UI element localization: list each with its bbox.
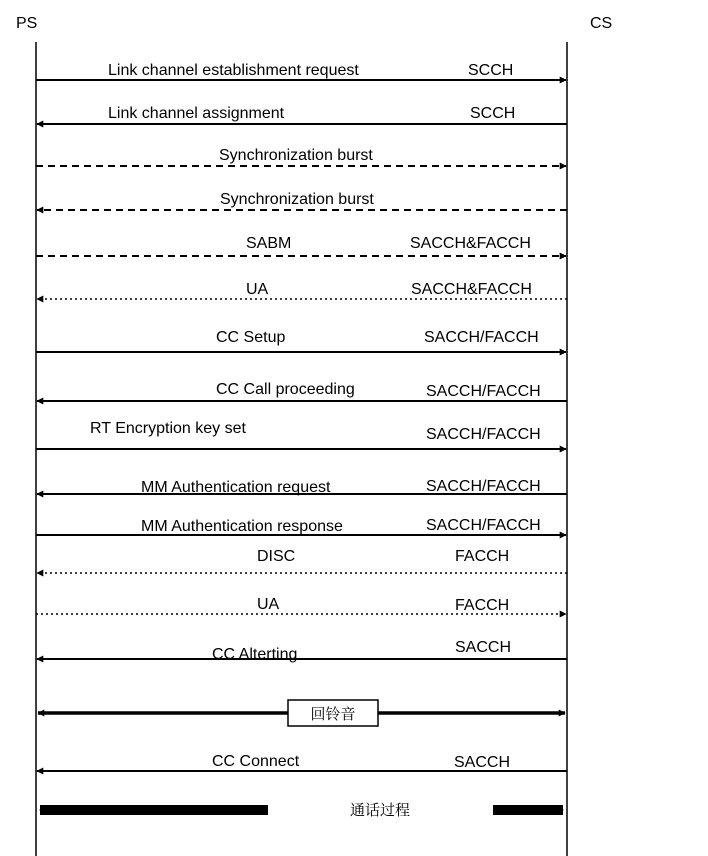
- ps-entity-label: PS: [16, 15, 38, 32]
- channel-label: SACCH/FACCH: [426, 383, 541, 400]
- channel-label: SCCH: [468, 62, 514, 79]
- message-link-channel-assignment: [37, 105, 567, 124]
- message-label: Synchronization burst: [220, 191, 374, 208]
- message-label: CC Call proceeding: [216, 381, 355, 398]
- message-mm-auth-response: [36, 517, 566, 535]
- message-label: MM Authentication request: [141, 479, 331, 496]
- message-mm-auth-request: [37, 478, 567, 496]
- call-in-progress: [40, 801, 563, 819]
- channel-label: SACCH/FACCH: [424, 329, 539, 346]
- message-cc-setup: [36, 329, 566, 352]
- channel-label: SACCH: [455, 639, 512, 656]
- message-label: RT Encryption key set: [90, 420, 246, 437]
- cs-entity-label: CS: [590, 15, 613, 32]
- channel-label: SACCH/FACCH: [426, 517, 541, 534]
- message-cc-alerting: [37, 639, 567, 663]
- message-disc: [37, 548, 567, 573]
- message-label: Synchronization burst: [219, 147, 373, 164]
- message-label: Link channel establishment request: [108, 62, 359, 79]
- message-sabm: [36, 235, 566, 256]
- message-rt-encryption-key-set: [36, 420, 566, 449]
- message-ua-1: [37, 281, 567, 299]
- channel-label: FACCH: [455, 548, 510, 565]
- message-link-channel-request: [36, 62, 566, 80]
- channel-label: FACCH: [455, 597, 510, 614]
- message-label: Link channel assignment: [108, 105, 285, 122]
- message-label: UA: [246, 281, 269, 298]
- channel-label: SACCH&FACCH: [410, 235, 531, 252]
- message-label: CC Connect: [212, 753, 300, 770]
- channel-label: SACCH/FACCH: [426, 478, 541, 495]
- message-label: UA: [257, 596, 280, 613]
- message-label: SABM: [246, 235, 292, 252]
- channel-label: SCCH: [470, 105, 516, 122]
- message-label: MM Authentication response: [141, 518, 343, 535]
- message-cc-call-proceeding: [37, 381, 567, 401]
- channel-label: SACCH/FACCH: [426, 426, 541, 443]
- message-sync-burst-up: [36, 147, 566, 166]
- ringback-tone: [38, 700, 565, 726]
- message-cc-connect: [37, 753, 567, 771]
- message-label: DISC: [257, 548, 296, 565]
- message-label: CC Alterting: [212, 646, 298, 663]
- channel-label: SACCH&FACCH: [411, 281, 532, 298]
- message-ua-2: [36, 596, 566, 614]
- message-label: CC Setup: [216, 329, 286, 346]
- channel-label: SACCH: [454, 754, 511, 771]
- message-sync-burst-down: [37, 191, 567, 210]
- call-label: 通话过程: [349, 801, 411, 819]
- ringback-label: 回铃音: [310, 705, 356, 723]
